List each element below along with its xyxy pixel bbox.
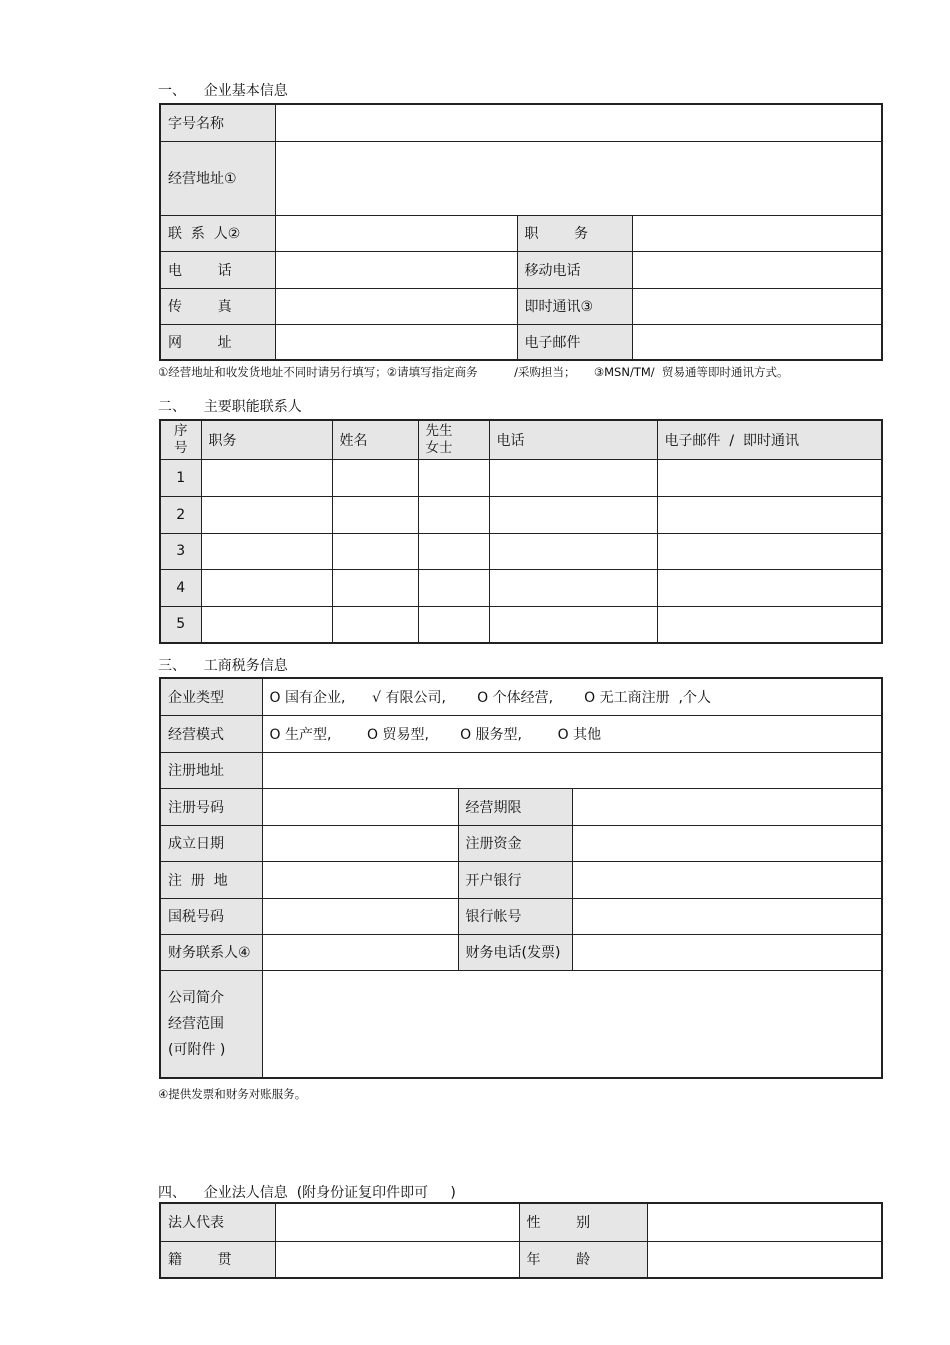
bank-label: 开户银行	[458, 861, 572, 898]
registered-capital-field[interactable]	[572, 825, 882, 861]
cell-phone[interactable]	[489, 533, 657, 569]
mobile-field[interactable]	[632, 251, 882, 288]
email-field[interactable]	[632, 324, 882, 360]
company-name-field[interactable]	[275, 104, 882, 141]
legal-representative-label: 法人代表	[160, 1203, 275, 1241]
business-address-field[interactable]	[275, 141, 882, 215]
company-intro-label	[160, 970, 262, 1078]
header-email-im: 电子邮件 / 即时通讯	[657, 420, 882, 459]
position-field[interactable]	[632, 215, 882, 251]
business-address-label: 经营地址①	[160, 141, 275, 215]
cell-name[interactable]	[332, 496, 418, 533]
cell-email[interactable]	[657, 496, 882, 533]
bank-account-label: 银行帐号	[458, 898, 572, 934]
age-label: 年 龄	[519, 1241, 647, 1278]
finance-phone-field[interactable]	[572, 934, 882, 970]
header-title-line2: 女士	[425, 439, 453, 456]
section-1-title: 一、 企业基本信息	[158, 83, 288, 99]
cell-title[interactable]	[418, 569, 489, 606]
founded-date-field[interactable]	[262, 825, 458, 861]
company-intro-line3: (可附件 )	[168, 1041, 226, 1058]
age-field[interactable]	[647, 1241, 882, 1278]
business-term-field[interactable]	[572, 788, 882, 825]
basic-info-table	[159, 103, 883, 361]
row-number: 4	[160, 569, 201, 606]
header-seq-line2: 号	[174, 439, 188, 456]
cell-title[interactable]	[418, 496, 489, 533]
row-number: 2	[160, 496, 201, 533]
cell-position[interactable]	[201, 533, 332, 569]
tax-number-label: 国税号码	[160, 898, 262, 934]
row-number: 1	[160, 459, 201, 496]
mobile-label: 移动电话	[517, 251, 632, 288]
cell-name[interactable]	[332, 533, 418, 569]
registration-number-label: 注册号码	[160, 788, 262, 825]
cell-title[interactable]	[418, 606, 489, 643]
cell-phone[interactable]	[489, 606, 657, 643]
cell-phone[interactable]	[489, 496, 657, 533]
contacts-table	[159, 419, 883, 644]
business-term-label: 经营期限	[458, 788, 572, 825]
registered-capital-label: 注册资金	[458, 825, 572, 861]
section-1-footnote: ①经营地址和收发货地址不同时请另行填写；②请填写指定商务 /采购担当； ③MSN/TM/ 贸易通等即时通讯方式。	[158, 365, 789, 379]
email-label: 电子邮件	[517, 324, 632, 360]
table-row	[160, 496, 882, 533]
registration-place-field[interactable]	[262, 861, 458, 898]
cell-title[interactable]	[418, 459, 489, 496]
header-title	[418, 420, 489, 459]
cell-phone[interactable]	[489, 569, 657, 606]
cell-email[interactable]	[657, 533, 882, 569]
row-number: 5	[160, 606, 201, 643]
cell-name[interactable]	[332, 606, 418, 643]
contact-person-label: 联 系 人②	[160, 215, 275, 251]
cell-email[interactable]	[657, 459, 882, 496]
business-mode-label: 经营模式	[160, 715, 262, 752]
business-tax-table	[159, 677, 883, 1079]
bank-account-field[interactable]	[572, 898, 882, 934]
cell-title[interactable]	[418, 533, 489, 569]
header-seq-line1: 序	[174, 422, 188, 439]
native-place-field[interactable]	[275, 1241, 519, 1278]
header-title-line1: 先生	[425, 422, 453, 439]
finance-phone-label: 财务电话(发票)	[458, 934, 572, 970]
company-intro-line2: 经营范围	[168, 1015, 224, 1032]
phone-field[interactable]	[275, 251, 517, 288]
business-mode-options[interactable]: O 生产型, O 贸易型, O 服务型, O 其他	[262, 715, 882, 752]
position-label: 职 务	[517, 215, 632, 251]
native-place-label: 籍 贯	[160, 1241, 275, 1278]
im-field[interactable]	[632, 288, 882, 324]
contact-person-field[interactable]	[275, 215, 517, 251]
section-3-title: 三、 工商税务信息	[158, 658, 288, 674]
company-name-label: 字号名称	[160, 104, 275, 141]
bank-field[interactable]	[572, 861, 882, 898]
registration-number-field[interactable]	[262, 788, 458, 825]
header-phone: 电话	[489, 420, 657, 459]
table-row	[160, 459, 882, 496]
website-label: 网 址	[160, 324, 275, 360]
table-row	[160, 533, 882, 569]
cell-email[interactable]	[657, 606, 882, 643]
cell-name[interactable]	[332, 569, 418, 606]
legal-person-table	[159, 1202, 883, 1279]
table-row	[160, 569, 882, 606]
cell-position[interactable]	[201, 459, 332, 496]
phone-label: 电 话	[160, 251, 275, 288]
fax-field[interactable]	[275, 288, 517, 324]
company-type-options[interactable]: O 国有企业, √ 有限公司, O 个体经营, O 无工商注册 ,个人	[262, 678, 882, 715]
tax-number-field[interactable]	[262, 898, 458, 934]
finance-contact-label: 财务联系人④	[160, 934, 262, 970]
fax-label: 传 真	[160, 288, 275, 324]
header-position: 职务	[201, 420, 332, 459]
cell-position[interactable]	[201, 496, 332, 533]
table-row	[160, 606, 882, 643]
cell-name[interactable]	[332, 459, 418, 496]
company-type-label: 企业类型	[160, 678, 262, 715]
company-intro-line1: 公司简介	[168, 989, 224, 1006]
section-3-footnote: ④提供发票和财务对账服务。	[158, 1087, 307, 1101]
header-seq	[160, 420, 201, 459]
im-label: 即时通讯③	[517, 288, 632, 324]
cell-position[interactable]	[201, 569, 332, 606]
website-field[interactable]	[275, 324, 517, 360]
row-number: 3	[160, 533, 201, 569]
cell-phone[interactable]	[489, 459, 657, 496]
founded-date-label: 成立日期	[160, 825, 262, 861]
legal-representative-field[interactable]	[275, 1203, 519, 1241]
registered-address-field[interactable]	[262, 752, 882, 788]
section-2-title: 二、 主要职能联系人	[158, 399, 302, 415]
cell-email[interactable]	[657, 569, 882, 606]
header-name: 姓名	[332, 420, 418, 459]
section-4-title: 四、 企业法人信息 (附身份证复印件即可 )	[158, 1185, 456, 1201]
registration-place-label: 注 册 地	[160, 861, 262, 898]
cell-position[interactable]	[201, 606, 332, 643]
gender-field[interactable]	[647, 1203, 882, 1241]
finance-contact-field[interactable]	[262, 934, 458, 970]
gender-label: 性 别	[519, 1203, 647, 1241]
company-intro-field[interactable]	[262, 970, 882, 1078]
registered-address-label: 注册地址	[160, 752, 262, 788]
